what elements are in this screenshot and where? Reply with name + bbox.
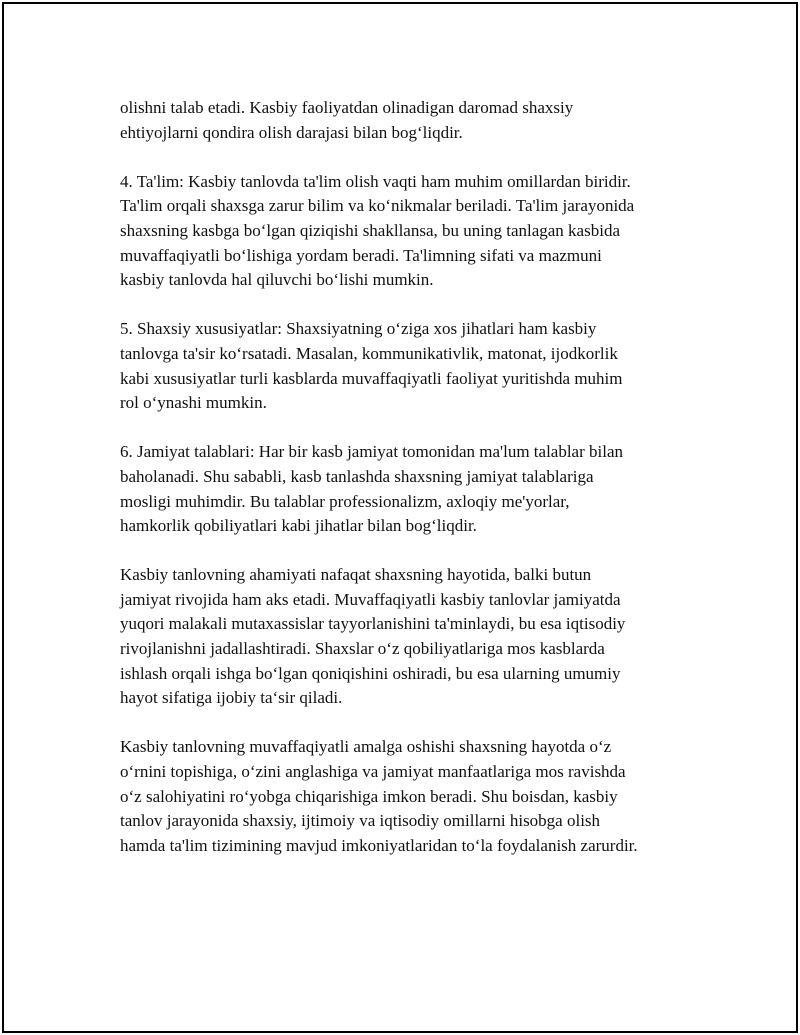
paragraph-society-requirements bbox=[120, 440, 700, 538]
text-line: 5. Shaxsiy xususiyatlar: Shaxsiyatning o‘ziga xos jihatlari ham kasbiy bbox=[120, 319, 597, 339]
text-line: hamda ta'lim tizimining mavjud imkoniyatlaridan to‘la foydalanish zarurdir. bbox=[120, 835, 638, 855]
paragraph-personal-traits bbox=[120, 317, 700, 415]
page-border-frame bbox=[2, 2, 798, 1033]
text-line: o‘z salohiyatini ro‘yobga chiqarishiga imkon beradi. Shu boisdan, kasbiy bbox=[120, 786, 618, 806]
document-body bbox=[120, 96, 700, 883]
text-line: hamkorlik qobiliyatlari kabi jihatlar bilan bog‘liqdir. bbox=[120, 516, 477, 536]
text-line: o‘rnini topishiga, o‘zini anglashiga va jamiyat manfaatlariga mos ravishda bbox=[120, 762, 626, 782]
text-line: shaxsning kasbga bo‘lgan qiziqishi shakllansa, bu uning tanlagan kasbida bbox=[120, 220, 620, 240]
paragraph-income-continuation bbox=[120, 96, 700, 145]
paragraph-importance bbox=[120, 563, 700, 711]
text-line: Ta'lim orqali shaxsga zarur bilim va ko‘nikmalar beriladi. Ta'lim jarayonida bbox=[120, 196, 635, 216]
text-line: tanlovga ta'sir ko‘rsatadi. Masalan, kommunikativlik, matonat, ijodkorlik bbox=[120, 343, 618, 363]
text-line: mosligi muhimdir. Bu talablar professionalizm, axloqiy me'yorlar, bbox=[120, 491, 570, 511]
text-line: rivojlanishni jadallashtiradi. Shaxslar o‘z qobiliyatlariga mos kasblarda bbox=[120, 639, 605, 659]
text-line: Kasbiy tanlovning ahamiyati nafaqat shaxsning hayotida, balki butun bbox=[120, 565, 592, 585]
text-line: hayot sifatiga ijobiy ta‘sir qiladi. bbox=[120, 688, 343, 708]
text-line: rol o‘ynashi mumkin. bbox=[120, 393, 267, 413]
text-line: 6. Jamiyat talablari: Har bir kasb jamiyat tomonidan ma'lum talablar bilan bbox=[120, 442, 624, 462]
text-line: muvaffaqiyatli bo‘lishiga yordam beradi. Ta'limning sifati va mazmuni bbox=[120, 245, 602, 265]
text-line: tanlov jarayonida shaxsiy, ijtimoiy va iqtisodiy omillarni hisobga olish bbox=[120, 811, 601, 831]
paragraph-education bbox=[120, 170, 700, 293]
text-line: jamiyat rivojida ham aks etadi. Muvaffaqiyatli kasbiy tanlovlar jamiyatda bbox=[120, 589, 621, 609]
text-line: Kasbiy tanlovning muvaffaqiyatli amalga oshishi shaxsning hayotda o‘z bbox=[120, 737, 612, 757]
text-line: 4. Ta'lim: Kasbiy tanlovda ta'lim olish vaqti ham muhim omillardan biridir. bbox=[120, 171, 631, 191]
text-line: kasbiy tanlovda hal qiluvchi bo‘lishi mumkin. bbox=[120, 270, 434, 290]
text-line: ishlash orqali ishga bo‘lgan qoniqishini oshiradi, bu esa ularning umumiy bbox=[120, 663, 621, 683]
text-line: kabi xususiyatlar turli kasblarda muvaffaqiyatli faoliyat yuritishda muhim bbox=[120, 368, 623, 388]
text-line: ehtiyojlarni qondira olish darajasi bilan bog‘liqdir. bbox=[120, 122, 463, 142]
text-line: yuqori malakali mutaxassislar tayyorlanishini ta'minlaydi, bu esa iqtisodiy bbox=[120, 614, 626, 634]
paragraph-conclusion bbox=[120, 735, 700, 858]
text-line: olishni talab etadi. Kasbiy faoliyatdan olinadigan daromad shaxsiy bbox=[120, 98, 574, 117]
text-line: baholanadi. Shu sababli, kasb tanlashda shaxsning jamiyat talablariga bbox=[120, 466, 594, 486]
